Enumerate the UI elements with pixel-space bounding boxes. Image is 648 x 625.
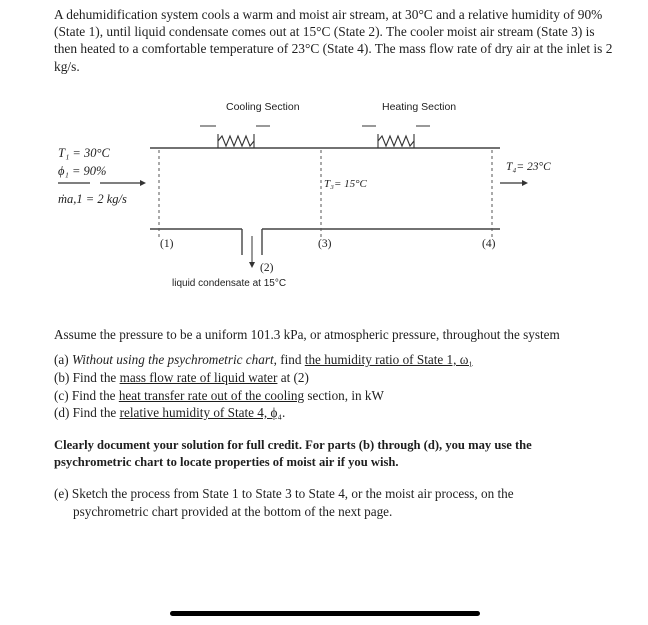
heating-coil <box>378 134 414 148</box>
assumption-text: Assume the pressure to be a uniform 101.3 kPa, or atmospheric pressure, throughout the system <box>54 327 560 342</box>
state1-humidity: ϕ₁ = 90% <box>58 164 107 178</box>
heating-section-label: Heating Section <box>382 101 457 113</box>
problem-statement: A dehumidification system cools a warm and moist air stream, at 30°C and a relative humidity of 90% (State 1), until liquid condensate comes out at 15°C (State 2). The cooler moist air stream (State 3) is then heated to a comfortable temperature of 23°C (State 4). The mass flow rate of dry air at the inlet is 2 kg/s. <box>54 7 613 74</box>
question-b: (b) Find the mass flow rate of liquid water at (2) <box>54 370 309 385</box>
inlet-mass-flow: ṁa,1 = 2 kg/s <box>58 192 127 206</box>
part-e-line2: psychrometric chart provided at the bottom of the next page. <box>73 504 393 519</box>
part-e-line1: (e) Sketch the process from State 1 to State 3 to State 4, or the moist air process, on the <box>54 486 514 501</box>
state3-marker: (3) <box>318 238 332 250</box>
state4-temperature: T₄= 23°C <box>506 161 551 173</box>
state2-marker: (2) <box>260 262 274 274</box>
condensate-label: liquid condensate at 15°C <box>172 278 287 289</box>
question-d: (d) Find the relative humidity of State 4, ϕ₄. <box>54 405 286 420</box>
drain-arrow-head <box>249 262 255 268</box>
instruction-text: Clearly document your solution for full credit. For parts (b) through (d), you may use the psychrometric chart to locate properties of moist air if you wish. <box>54 438 532 469</box>
question-a: (a) Without using the psychrometric chart, find the humidity ratio of State 1, ω₁ <box>54 352 473 367</box>
question-c: (c) Find the heat transfer rate out of the cooling section, in kW <box>54 388 384 403</box>
cooling-coil <box>218 134 254 148</box>
home-indicator-bar[interactable] <box>170 611 480 616</box>
state3-temperature: T₃= 15°C <box>324 178 367 190</box>
state1-temperature: T₁ = 30°C <box>58 146 110 160</box>
cooling-section-label: Cooling Section <box>226 101 300 113</box>
state4-marker: (4) <box>482 238 496 250</box>
state1-marker: (1) <box>160 238 174 250</box>
